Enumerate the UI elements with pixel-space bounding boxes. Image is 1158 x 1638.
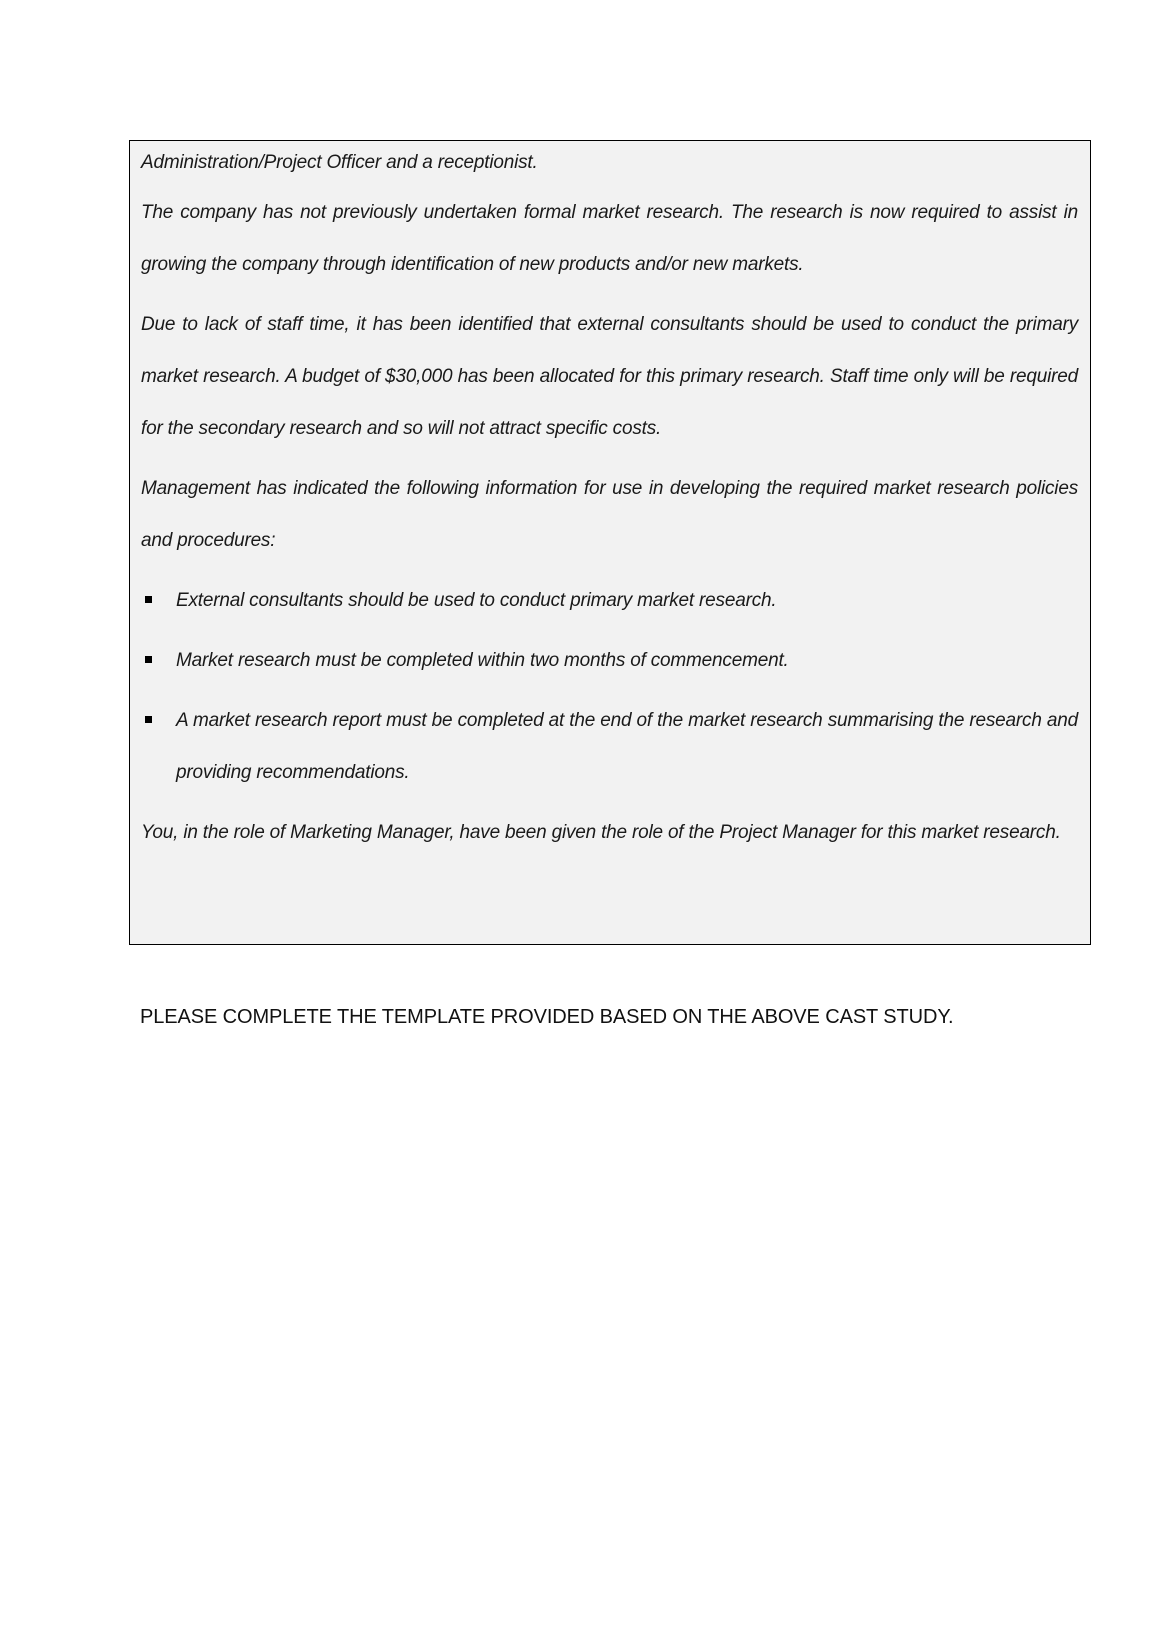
requirements-list — [141, 575, 1078, 799]
list-item — [141, 695, 1078, 799]
square-bullet-icon — [145, 716, 152, 723]
case-study-paragraph: The company has not previously undertaken formal market research. The research is now required to assist in growing the company through identification of new products and/or new markets. — [141, 202, 1078, 275]
case-study-paragraph: Management has indicated the following information for use in developing the required market research policies and procedures: — [141, 478, 1078, 551]
case-study-closing: You, in the role of Marketing Manager, have been given the role of the Project Manager for this market research. — [141, 822, 1061, 843]
list-item-text: A market research report must be completed at the end of the market research summarising the research and providing recommendations. — [176, 710, 1078, 783]
square-bullet-icon — [145, 656, 152, 663]
square-bullet-icon — [145, 596, 152, 603]
template-instruction: PLEASE COMPLETE THE TEMPLATE PROVIDED BASED ON THE ABOVE CAST STUDY. — [140, 1006, 954, 1028]
list-item-text: Market research must be completed within two months of commencement. — [176, 650, 789, 671]
list-item — [141, 575, 1078, 627]
case-study-box — [129, 140, 1091, 945]
list-item-text: External consultants should be used to conduct primary market research. — [176, 590, 777, 611]
case-study-paragraph: Administration/Project Officer and a receptionist. — [141, 152, 538, 173]
list-item — [141, 635, 1078, 687]
case-study-paragraph: Due to lack of staff time, it has been identified that external consultants should be used to conduct the primary market research. A budget of $30,000 has been allocated for this primary research. Staff time only will be required for the secondary research and so will not attract specific costs. — [141, 314, 1078, 439]
